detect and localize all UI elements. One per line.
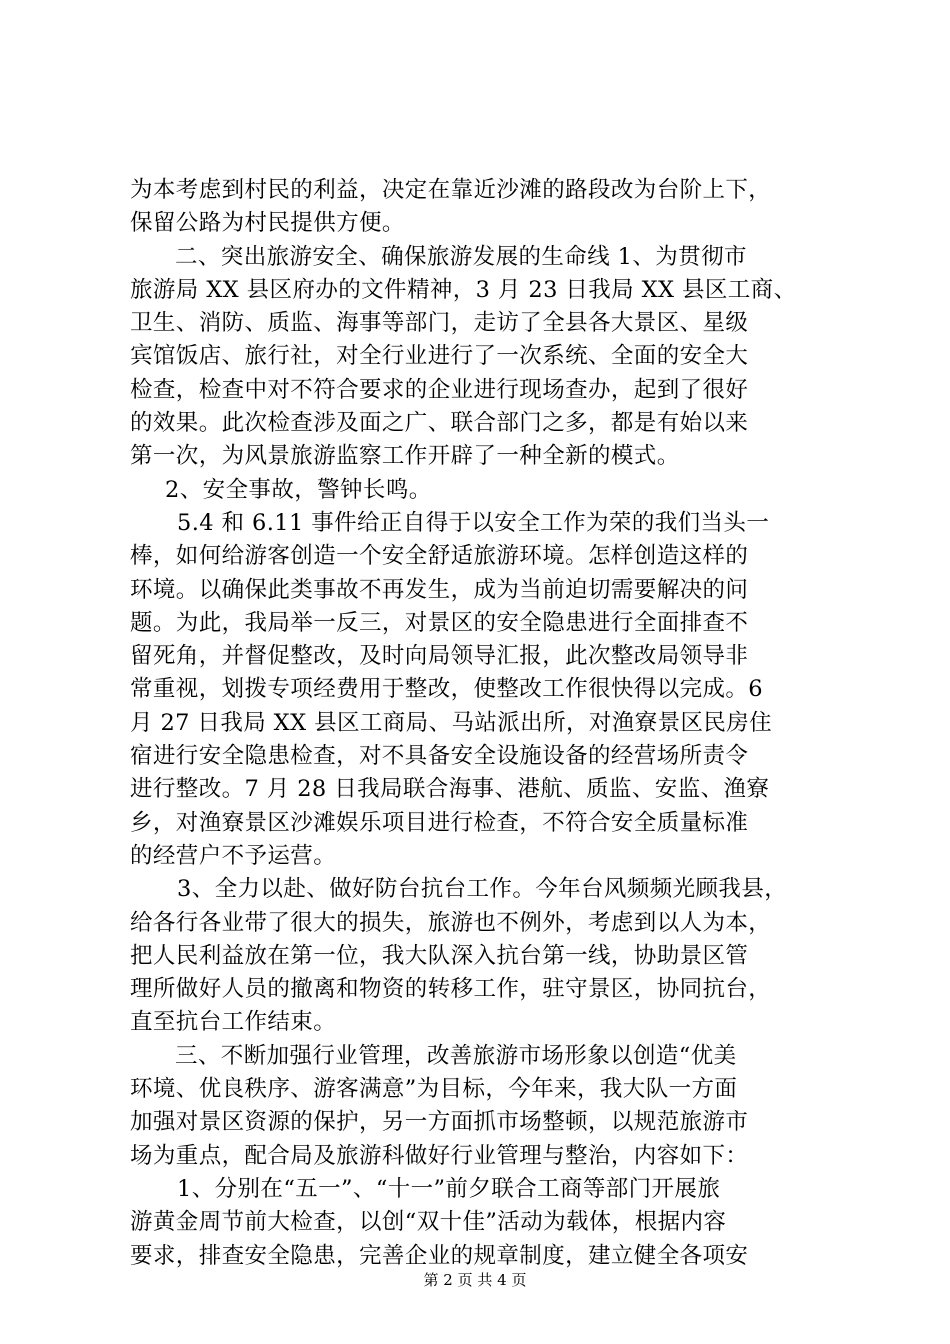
text-line: 场为重点，配合局及旅游科做好行业管理与整治，内容如下： bbox=[130, 1142, 749, 1169]
text-line: 把人民利益放在第一位，我大队深入抗台第一线，协助景区管 bbox=[130, 942, 749, 969]
text-line: 月 27 日我局 XX 县区工商局、马站派出所，对渔寮景区民房住 bbox=[130, 709, 773, 736]
text-line: 的经营户不予运营。 bbox=[130, 842, 337, 869]
text-line: 乡，对渔寮景区沙滩娱乐项目进行检查，不符合安全质量标准 bbox=[130, 809, 749, 836]
text-line: 检查，检查中对不符合要求的企业进行现场查办，起到了很好 bbox=[130, 376, 749, 403]
text-line: 理所做好人员的撤离和物资的转移工作，驻守景区，协同抗台， bbox=[130, 976, 772, 1003]
text-line: 常重视，划拨专项经费用于整改，使整改工作很快得以完成。6 bbox=[130, 676, 764, 703]
paragraph-start-line: 三、不断加强行业管理，改善旅游市场形象以创造“优美 bbox=[175, 1042, 737, 1069]
text-line: 要求，排查安全隐患，完善企业的规章制度，建立健全各项安 bbox=[130, 1242, 749, 1269]
text-line: 旅游局 XX 县区府办的文件精神，3 月 23 日我局 XX 县区工商、 bbox=[130, 276, 797, 303]
text-line: 为本考虑到村民的利益，决定在靠近沙滩的路段改为台阶上下， bbox=[130, 177, 772, 203]
page-footer: 第 2 页 共 4 页 bbox=[423, 1271, 527, 1289]
text-line: 环境。以确保此类事故不再发生，成为当前迫切需要解决的问 bbox=[130, 576, 749, 603]
text-line: 宾馆饭店、旅行社，对全行业进行了一次系统、全面的安全大 bbox=[130, 343, 749, 370]
paragraph-start-line: 2、安全事故，警钟长鸣。 bbox=[165, 476, 432, 503]
text-line: 游黄金周节前大检查，以创“双十佳”活动为载体，根据内容 bbox=[130, 1209, 727, 1236]
document-body bbox=[130, 174, 830, 1273]
text-line: 给各行各业带了很大的损失，旅游也不例外，考虑到以人为本， bbox=[130, 909, 772, 936]
text-line: 第一次，为风景旅游监察工作开辟了一种全新的模式。 bbox=[130, 443, 680, 470]
text-line: 加强对景区资源的保护，另一方面抓市场整顿，以规范旅游市 bbox=[130, 1109, 749, 1136]
text-line: 保留公路为村民提供方便。 bbox=[130, 210, 405, 237]
text-line: 的效果。此次检查涉及面之广、联合部门之多，都是有始以来 bbox=[130, 410, 749, 437]
paragraph-start-line: 1、分别在“五一”、“十一”前夕联合工商等部门开展旅 bbox=[177, 1175, 721, 1202]
text-line: 留死角，并督促整改，及时向局领导汇报，此次整改局领导非 bbox=[130, 643, 749, 670]
text-line: 棒，如何给游客创造一个安全舒适旅游环境。怎样创造这样的 bbox=[130, 543, 749, 570]
text-line: 环境、优良秩序、游客满意”为目标，今年来，我大队一方面 bbox=[130, 1076, 738, 1103]
text-line: 进行整改。7 月 28 日我局联合海事、港航、质监、安监、渔寮 bbox=[130, 776, 770, 803]
paragraph-start-line: 5.4 和 6.11 事件给正自得于以安全工作为荣的我们当头一 bbox=[177, 509, 770, 536]
text-line: 题。为此，我局举一反三，对景区的安全隐患进行全面排查不 bbox=[130, 609, 749, 636]
paragraph-start-line: 二、突出旅游安全、确保旅游发展的生命线 1、为贯彻市 bbox=[175, 243, 747, 270]
text-line: 宿进行安全隐患检查，对不具备安全设施设备的经营场所责令 bbox=[130, 743, 749, 770]
text-line: 直至抗台工作结束。 bbox=[130, 1009, 337, 1036]
text-line: 卫生、消防、质监、海事等部门，走访了全县各大景区、星级 bbox=[130, 310, 749, 337]
paragraph-start-line: 3、全力以赴、做好防台抗台工作。今年台风频频光顾我县， bbox=[177, 876, 788, 903]
